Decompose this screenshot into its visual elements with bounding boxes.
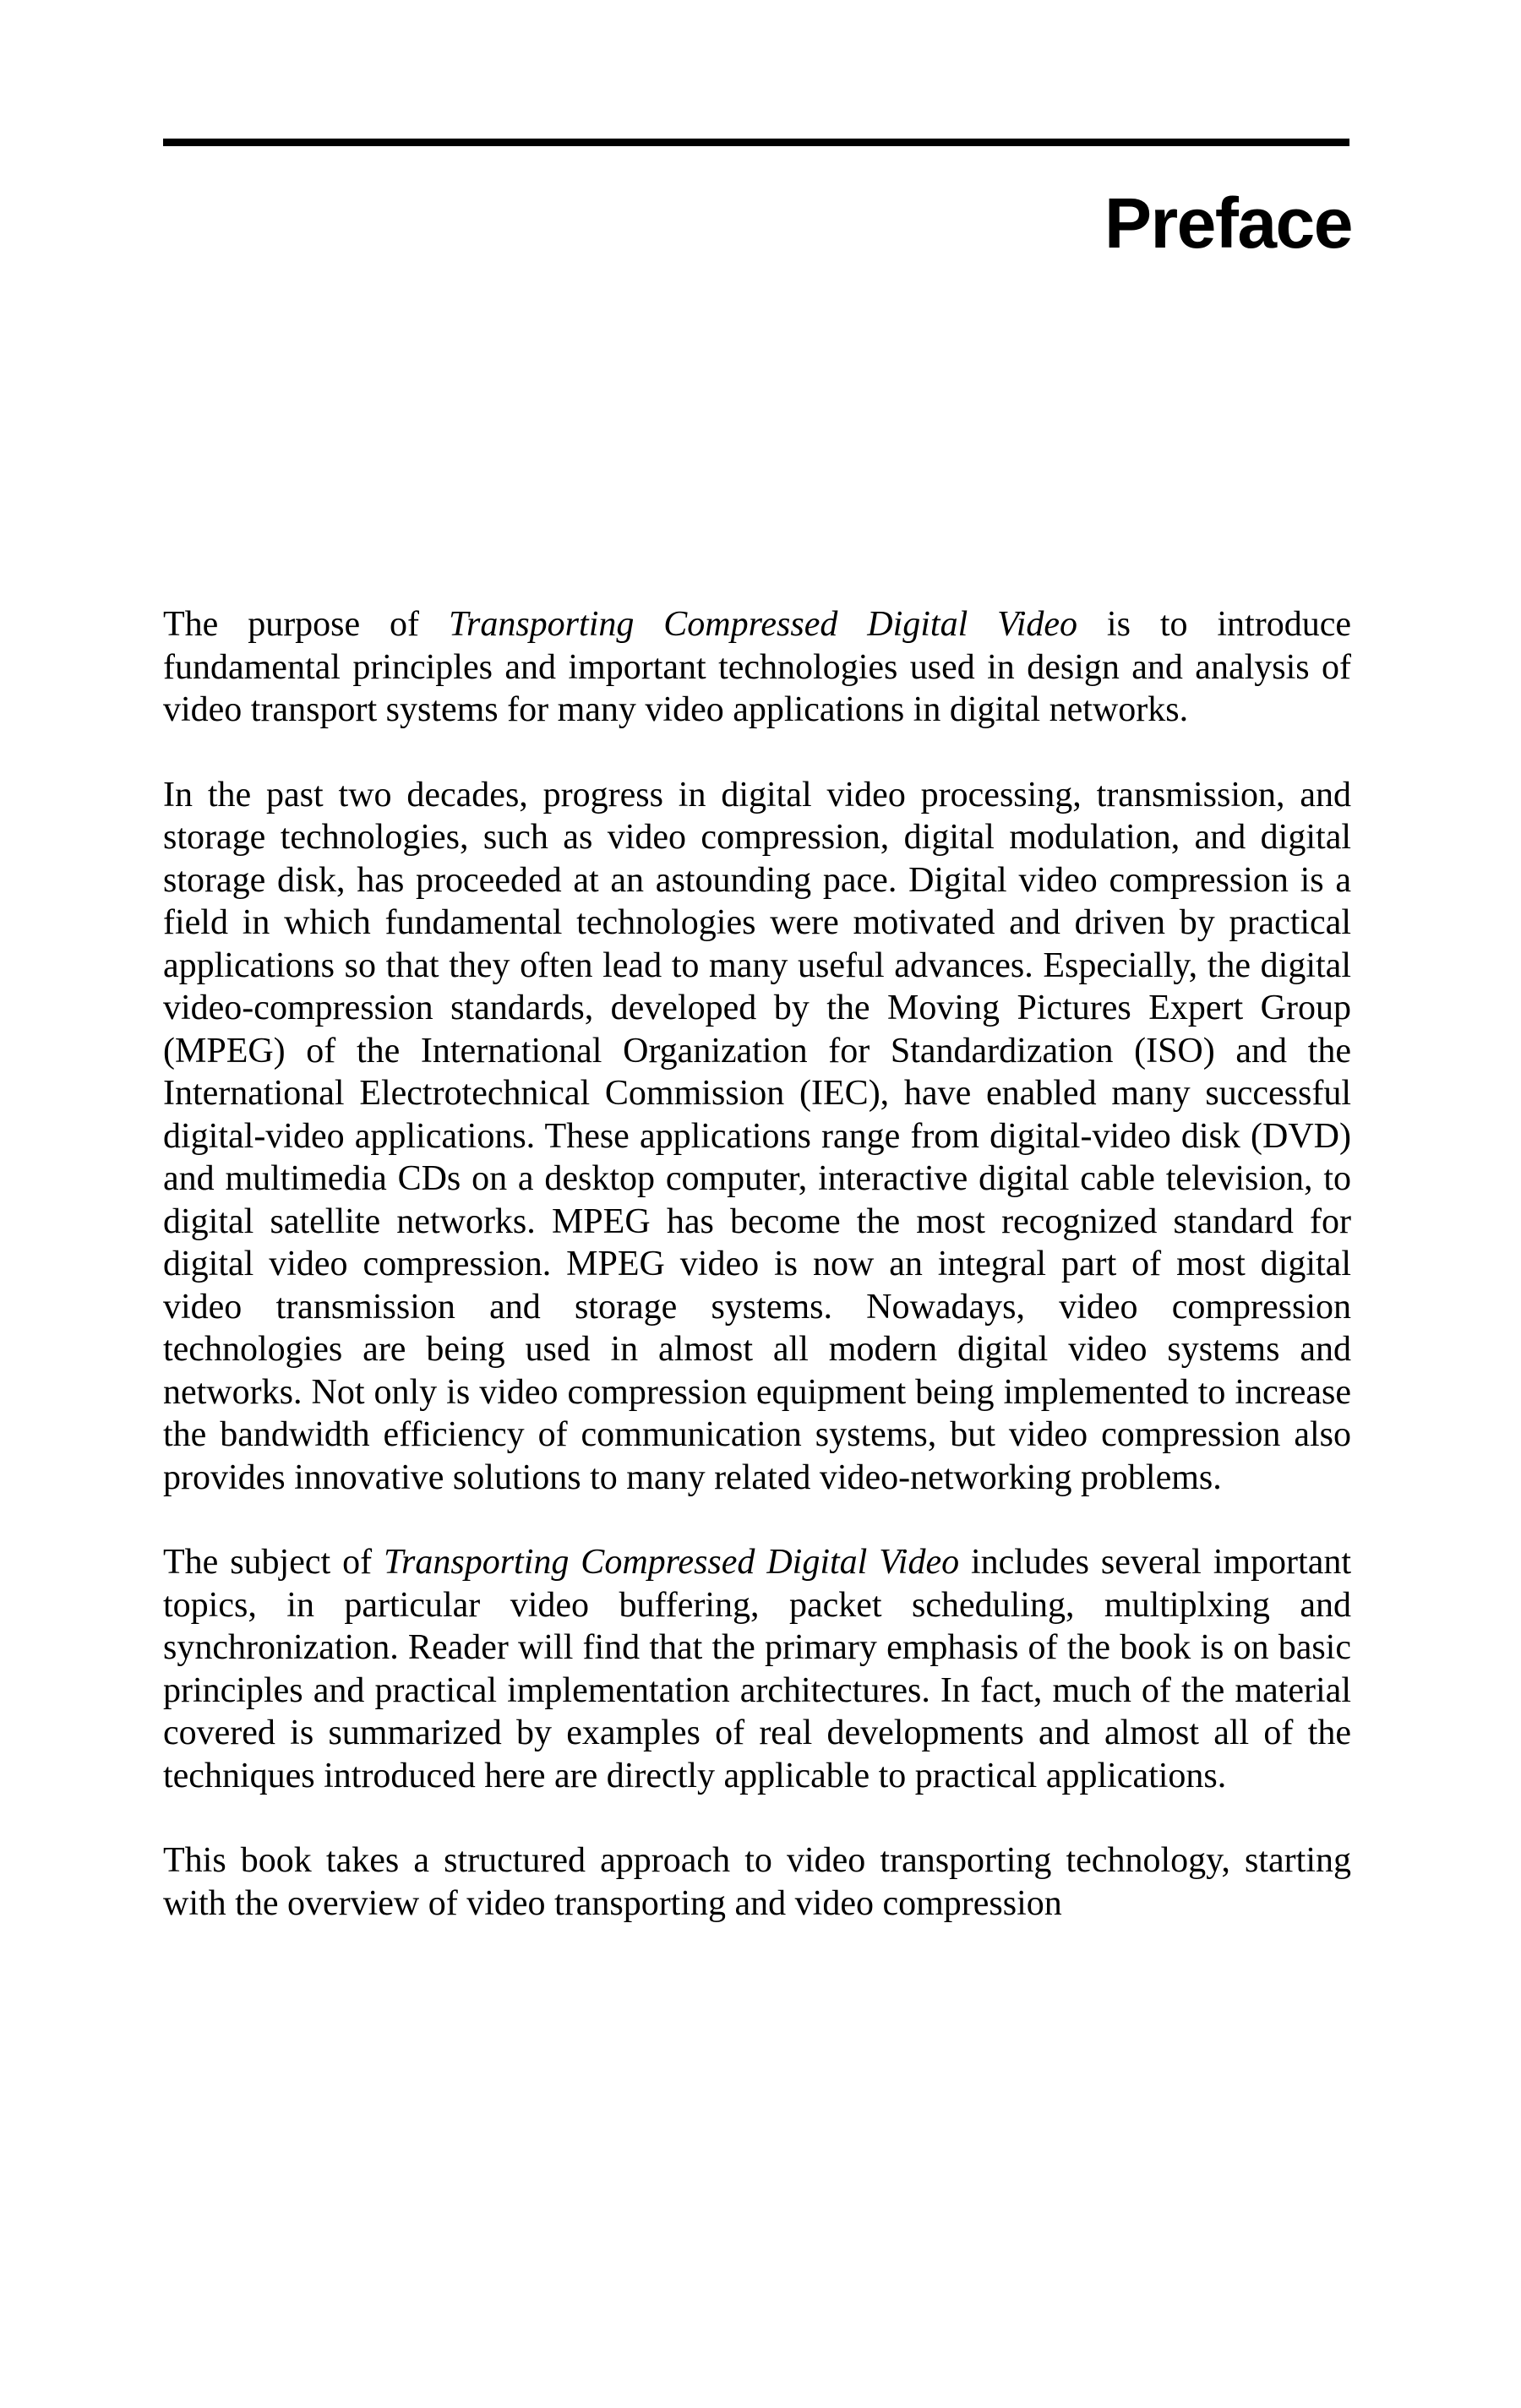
preface-body [163, 603, 1351, 1925]
paragraph-history: In the past two decades, progress in digital video processing, transmission, and storage technologies, such as video compression, digital modulation, and digital storage disk, has proceeded at an astounding pace. Digital video compression is a field in which fundamental technologies were motivated and driven by practical applications so that they often lead to many useful advances. Especially, the digital video-compression standards, developed by the Moving Pictures Expert Group (MPEG) of the International Organization for Standardization (ISO) and the International Electrotechnical Commission (IEC), have enabled many successful digital-video applications. These applications range from digital-video disk (DVD) and multimedia CDs on a desktop computer, interactive digital cable television, to digital satellite networks. MPEG has become the most recognized standard for digital video compression. MPEG video is now an integral part of most digital video transmission and storage systems. Nowadays, video compression technologies are being used in almost all modern digital video systems and networks. Not only is video compression equipment being implemented to increase the bandwidth efficiency of communication systems, but video compression also provides innovative solutions to many related video-networking problems. [163, 775, 1351, 1497]
paragraph-purpose-rest: is to introduce fundamental principles and important technologies used in design and analysis of video transport systems for many video applications in digital networks. [163, 605, 1351, 729]
paragraph-purpose [163, 603, 1351, 732]
header-rule [163, 139, 1349, 146]
page-title: Preface [1104, 183, 1352, 263]
book-title-italic: Transporting Compressed Digital Video [383, 1543, 960, 1582]
paragraph-subject [163, 1541, 1351, 1797]
paragraph-structure: This book takes a structured approach to video transporting technology, starting with the overview of video transporting and video compression [163, 1841, 1351, 1923]
paragraph-subject-rest: includes several important topics, in particular video buffering, packet scheduling, multiplxing and synchronization. Reader will find that the primary emphasis of the book is on basic principles and practical implementation architectures. In fact, much of the material covered is summarized by examples of real developments and almost all of the techniques introduced here are directly applicable to practical applications. [163, 1543, 1352, 1795]
paragraph-subject-lead: The subject of [163, 1543, 384, 1582]
paragraph-purpose-lead: The purpose of [163, 605, 449, 644]
book-title-italic: Transporting Compressed Digital Video [448, 605, 1078, 644]
